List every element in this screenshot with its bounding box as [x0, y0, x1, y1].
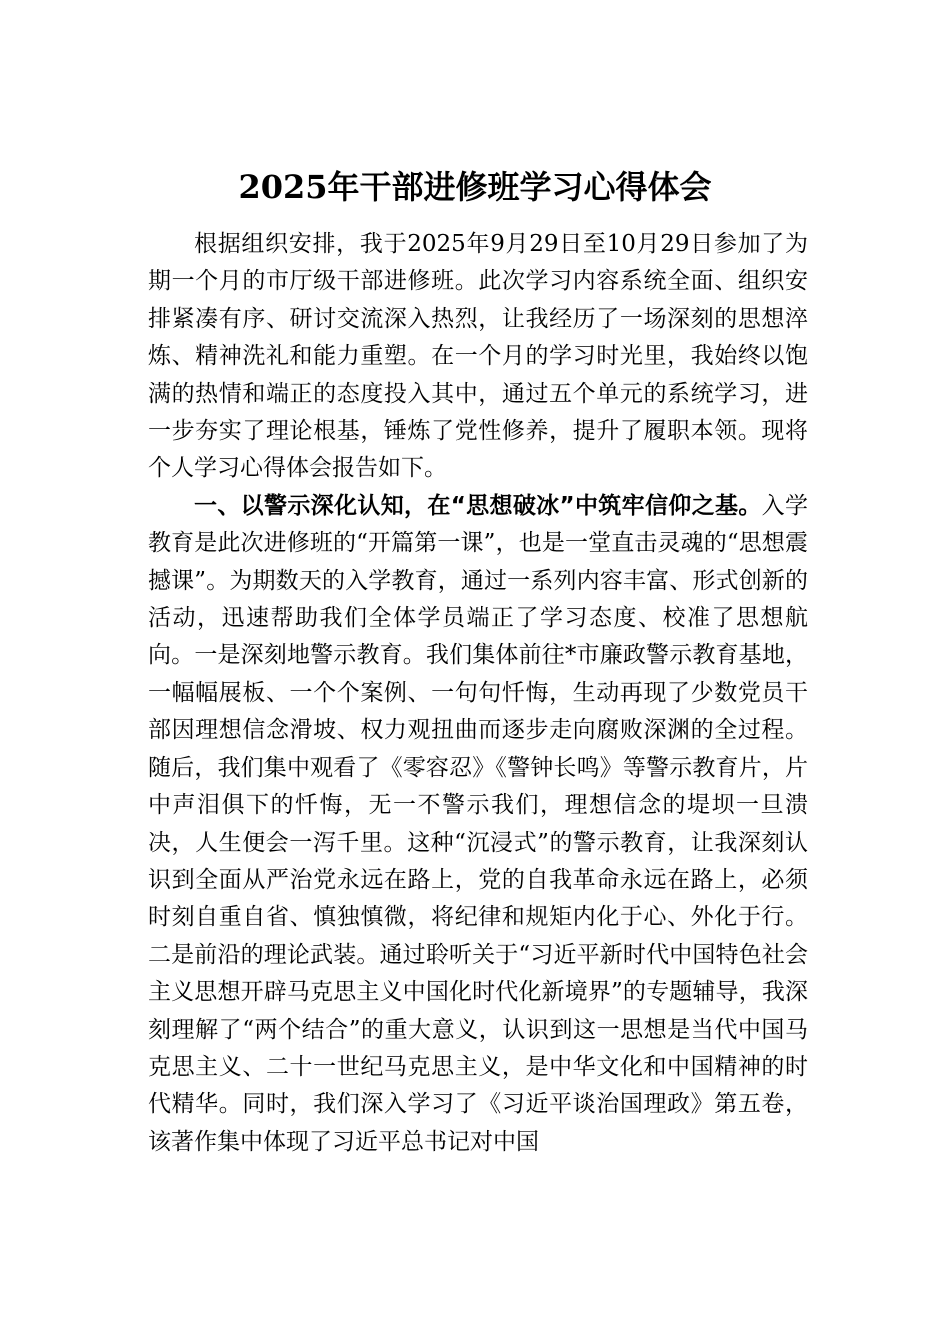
paragraph-intro-text: 根据组织安排，我于2025年9月29日至10月29日参加了为期一个月的市厅级干部进修班。此次学习内容系统全面、组织安排紧凑有序、研讨交流深入热烈，让我经历了一场深刻的思想淬炼、精神洗礼和能力重塑。在一个月的学习时光里，我始终以饱满的热情和端正的态度投入其中，通过五个单元的系统学习，进一步夯实了理论根基，锤炼了党性修养，提升了履职本领。现将个人学习心得体会报告如下。 — [148, 231, 808, 482]
section-one-text: 入学教育是此次进修班的“开篇第一课”，也是一堂直击灵魂的“思想震撼课”。为期数天的入学教育，通过一系列内容丰富、形式创新的活动，迅速帮助我们全体学员端正了学习态度、校准了思想航向。一是深刻地警示教育。我们集体前往*市廉政警示教育基地，一幅幅展板、一个个案例、一句句忏悔，生动再现了少数党员干部因理想信念滑坡、权力观扭曲而逐步走向腐败深渊的全过程。随后，我们集中观看了《零容忍》《警钟长鸣》等警示教育片，片中声泪俱下的忏悔，无一不警示我们，理想信念的堤坝一旦溃决，人生便会一泻千里。这种“沉浸式”的警示教育，让我深刻认识到全面从严治党永远在路上，党的自我革命永远在路上，必须时刻自重自省、慎独慎微，将纪律和规矩内化于心、外化于行。二是前沿的理论武装。通过聆听关于“习近平新时代中国特色社会主义思想开辟马克思主义中国化时代化新境界”的专题辅导，我深刻理解了“两个结合”的重大意义，认识到这一思想是当代中国马克思主义、二十一世纪马克思主义，是中华文化和中国精神的时代精华。同时，我们深入学习了《习近平谈治国理政》第五卷，该著作集中体现了习近平总书记对中国 — [148, 492, 809, 1155]
paragraph-section-one — [148, 488, 808, 1161]
section-one-heading: 一、以警示深化认知，在“思想破冰”中筑牢信仰之基。 — [194, 492, 762, 519]
paragraph-intro — [148, 226, 808, 488]
document-title: 2025年干部进修班学习心得体会 — [238, 168, 712, 206]
document-body — [148, 226, 808, 1161]
